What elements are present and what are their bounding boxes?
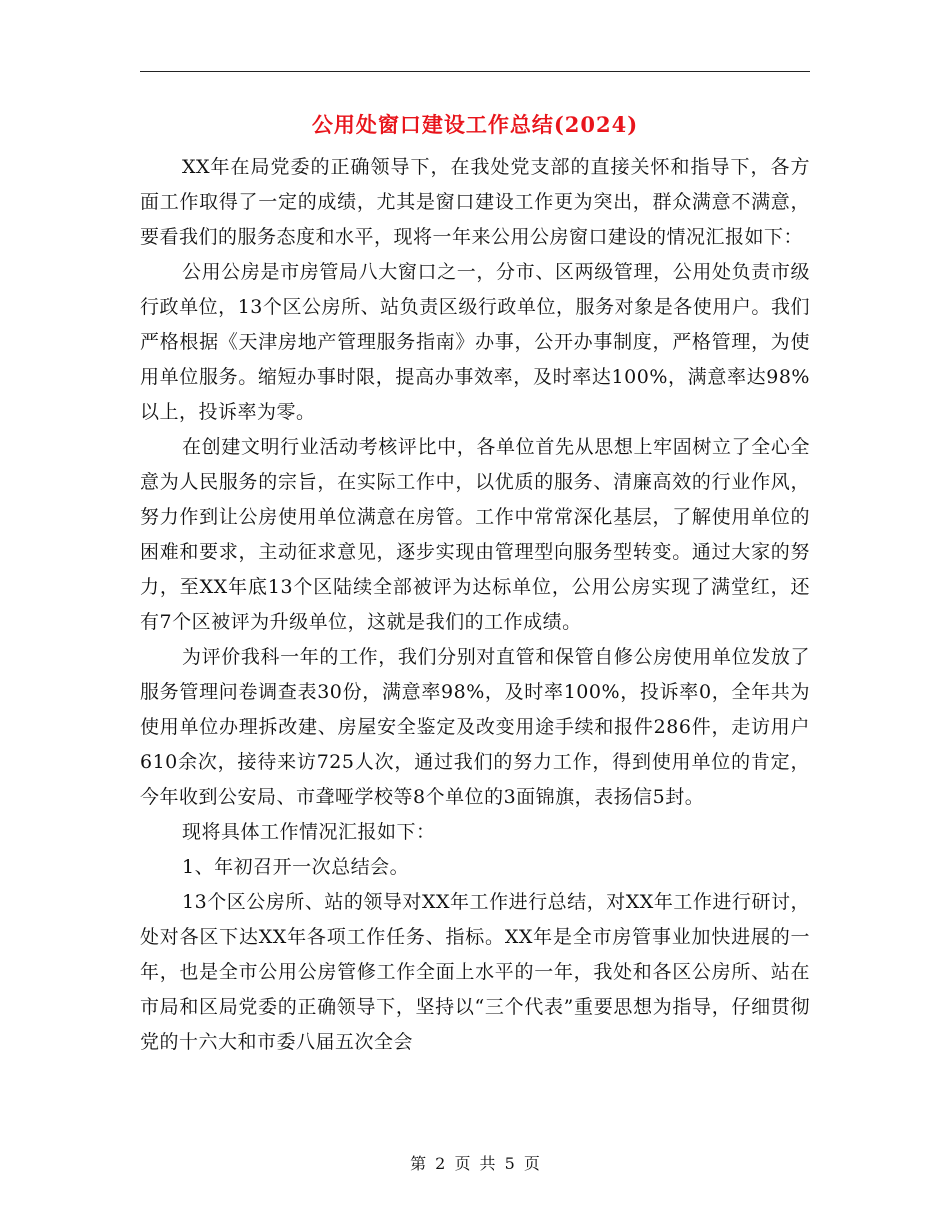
section-heading-1: 1、年初召开一次总结会。	[182, 856, 410, 878]
document-title: 公用处窗口建设工作总结(2024)	[311, 112, 639, 137]
paragraph-evaluation: 为评价我科一年的工作，我们分别对直管和保管自修公房使用单位发放了服务管理问卷调查表30份，满意率98%，及时率100%，投诉率0，全年共为使用单位办理拆改建、房屋安全鉴定及改变用途手续和报件286件，走访用户610余次，接待来访725人次，通过我们的努力工作，得到使用单位的肯定，今年收到公安局、市聋哑学校等8个单位的3面锦旗，表扬信5封。	[140, 646, 810, 808]
header-rule	[140, 71, 810, 72]
paragraph-civilization: 在创建文明行业活动考核评比中，各单位首先从思想上牢固树立了全心全意为人民服务的宗旨，在实际工作中，以优质的服务、清廉高效的行业作风，努力作到让公房使用单位满意在房管。工作中常常深化基层，了解使用单位的困难和要求，主动征求意见，逐步实现由管理型向服务型转变。通过大家的努力，至XX年底13个区陆续全部被评为达标单位，公用公房实现了满堂红，还有7个区被评为升级单位，这就是我们的工作成绩。	[140, 436, 810, 633]
page-number-footer: 第 2 页 共 5 页	[410, 1154, 540, 1173]
paragraph-summary-meeting: 13个区公房所、站的领导对XX年工作进行总结，对XX年工作进行研讨，处对各区下达XX年各项工作任务、指标。XX年是全市房管事业加快进展的一年，也是全市公用公房管修工作全面上水平的一年，我处和各区公房所、站在市局和区局党委的正确领导下，坚持以“三个代表”重要思想为指导，仔细贯彻党的十六大和市委八届五次全会	[140, 891, 810, 1053]
document-body	[140, 150, 810, 1060]
paragraph-report-intro: 现将具体工作情况汇报如下：	[182, 821, 436, 843]
paragraph-intro: XX年在局党委的正确领导下，在我处党支部的直接关怀和指导下，各方面工作取得了一定的成绩，尤其是窗口建设工作更为突出，群众满意不满意，要看我们的服务态度和水平，现将一年来公用公房窗口建设的情况汇报如下：	[140, 156, 810, 248]
paragraph-overview: 公用公房是市房管局八大窗口之一，分市、区两级管理，公用处负责市级行政单位，13个区公房所、站负责区级行政单位，服务对象是各使用户。我们严格根据《天津房地产管理服务指南》办事，公开办事制度，严格管理，为使用单位服务。缩短办事时限，提高办事效率，及时率达100%，满意率达98%以上，投诉率为零。	[140, 261, 810, 423]
